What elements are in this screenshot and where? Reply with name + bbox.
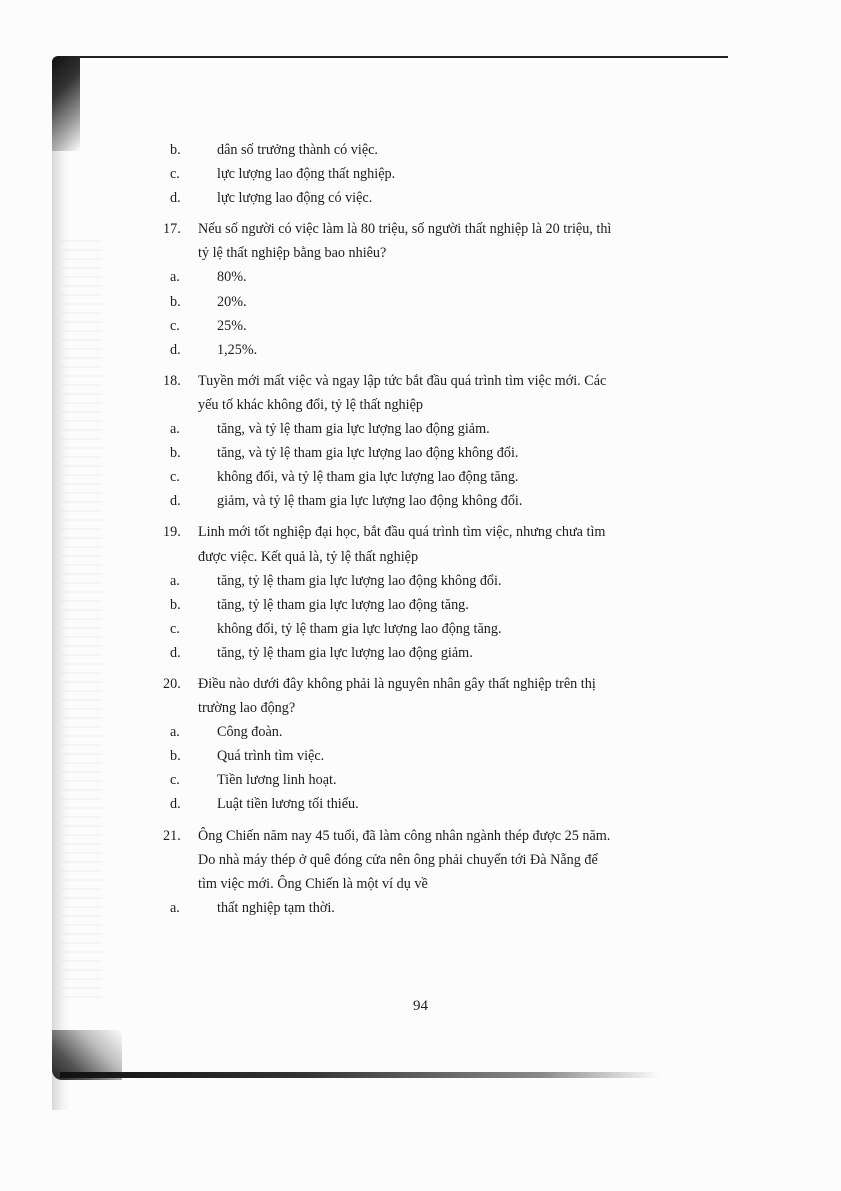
option-text: không đổi, tỷ lệ tham gia lực lượng lao động tăng. bbox=[217, 620, 502, 637]
question-stem bbox=[163, 520, 733, 568]
scan-corner-top bbox=[52, 56, 80, 151]
question-stem bbox=[163, 824, 733, 896]
option-letter: b. bbox=[170, 596, 181, 613]
question-line: Điều nào dưới đây không phải là nguyên nhân gây thất nghiệp trên thị bbox=[198, 675, 596, 692]
option bbox=[163, 593, 733, 617]
scan-bottom-border bbox=[60, 1072, 660, 1078]
question-line: Linh mới tốt nghiệp đại học, bắt đầu quá trình tìm việc, nhưng chưa tìm bbox=[198, 524, 606, 541]
option-text: lực lượng lao động thất nghiệp. bbox=[217, 166, 396, 183]
option-text: 80%. bbox=[217, 269, 247, 286]
question-stem bbox=[163, 217, 733, 265]
question-number: 17. bbox=[163, 221, 181, 238]
option bbox=[163, 338, 733, 362]
page-number: 94 bbox=[413, 998, 428, 1014]
question-number: 20. bbox=[163, 675, 181, 692]
question-line: Nếu số người có việc làm là 80 triệu, số người thất nghiệp là 20 triệu, thì bbox=[198, 221, 612, 238]
question-line: Ông Chiến năm nay 45 tuổi, đã làm công nhân ngành thép được 25 năm. bbox=[198, 827, 611, 844]
option-text: dân số trưởng thành có việc. bbox=[217, 142, 378, 158]
option-text: Công đoàn. bbox=[217, 724, 283, 741]
option-letter: c. bbox=[170, 772, 180, 789]
option bbox=[163, 314, 733, 338]
option-letter: c. bbox=[170, 166, 180, 183]
question-17 bbox=[163, 217, 733, 362]
option-letter: d. bbox=[170, 493, 181, 510]
scan-top-border bbox=[68, 56, 728, 58]
question-line: tỷ lệ thất nghiệp bằng bao nhiêu? bbox=[198, 245, 387, 262]
option-text: Quá trình tìm việc. bbox=[217, 748, 325, 765]
option-letter: a. bbox=[170, 572, 180, 589]
option-letter: a. bbox=[170, 899, 180, 916]
option bbox=[163, 441, 733, 465]
option-text: lực lượng lao động có việc. bbox=[217, 190, 373, 207]
question-line: trường lao động? bbox=[198, 700, 296, 717]
option bbox=[163, 417, 733, 441]
option bbox=[163, 768, 733, 792]
question-number: 19. bbox=[163, 524, 181, 541]
option bbox=[163, 265, 733, 289]
question-18 bbox=[163, 369, 733, 514]
option-text: Tiền lương linh hoạt. bbox=[217, 772, 337, 789]
scan-noise-left bbox=[62, 240, 102, 1000]
option bbox=[163, 162, 733, 186]
option-letter: d. bbox=[170, 644, 181, 661]
option-text: không đổi, và tỷ lệ tham gia lực lượng lao động tăng. bbox=[217, 469, 519, 486]
question-21 bbox=[163, 824, 733, 920]
option-text: 25%. bbox=[217, 317, 247, 334]
option bbox=[163, 792, 733, 816]
question-stem bbox=[163, 369, 733, 417]
option-letter: a. bbox=[170, 269, 180, 286]
question-stem bbox=[163, 672, 733, 720]
question-number: 21. bbox=[163, 827, 181, 844]
question-list bbox=[163, 138, 733, 920]
option-letter: b. bbox=[170, 293, 181, 310]
option-text: tăng, tỷ lệ tham gia lực lượng lao động tăng. bbox=[217, 596, 469, 613]
option-letter: c. bbox=[170, 469, 180, 486]
option-text: tăng, tỷ lệ tham gia lực lượng lao động giảm. bbox=[217, 644, 473, 661]
option-letter: b. bbox=[170, 445, 181, 462]
option bbox=[163, 744, 733, 768]
option bbox=[163, 186, 733, 210]
question-line: yếu tố khác không đổi, tỷ lệ thất nghiệp bbox=[198, 396, 423, 413]
question-number: 18. bbox=[163, 372, 181, 389]
option-text: tăng, tỷ lệ tham gia lực lượng lao động không đổi. bbox=[217, 572, 502, 589]
option-letter: d. bbox=[170, 796, 181, 813]
continued-options bbox=[163, 138, 733, 210]
option bbox=[163, 465, 733, 489]
option bbox=[163, 641, 733, 665]
option bbox=[163, 896, 733, 920]
option bbox=[163, 617, 733, 641]
option-text: giảm, và tỷ lệ tham gia lực lượng lao động không đổi. bbox=[217, 493, 523, 510]
question-19 bbox=[163, 520, 733, 665]
option bbox=[163, 720, 733, 744]
option-text: thất nghiệp tạm thời. bbox=[217, 899, 335, 916]
question-line: Tuyền mới mất việc và ngay lập tức bắt đầu quá trình tìm việc mới. Các bbox=[198, 372, 607, 389]
option-text: 1,25%. bbox=[217, 341, 258, 358]
question-20 bbox=[163, 672, 733, 817]
question-line: Do nhà máy thép ở quê đóng cửa nên ông phải chuyển tới Đà Nẵng để bbox=[198, 851, 598, 868]
question-line: tìm việc mới. Ông Chiến là một ví dụ về bbox=[198, 875, 428, 892]
option-letter: d. bbox=[170, 341, 181, 358]
option bbox=[163, 489, 733, 513]
option-letter: c. bbox=[170, 620, 180, 637]
option-letter: a. bbox=[170, 724, 180, 741]
option-letter: a. bbox=[170, 421, 180, 438]
option-letter: b. bbox=[170, 142, 181, 158]
option-letter: c. bbox=[170, 317, 180, 334]
option-letter: b. bbox=[170, 748, 181, 765]
option-text: tăng, và tỷ lệ tham gia lực lượng lao động giảm. bbox=[217, 421, 490, 438]
option-text: 20%. bbox=[217, 293, 247, 310]
question-line: được việc. Kết quả là, tỷ lệ thất nghiệp bbox=[198, 548, 419, 565]
option-text: tăng, và tỷ lệ tham gia lực lượng lao động không đổi. bbox=[217, 445, 519, 462]
option bbox=[163, 569, 733, 593]
option bbox=[163, 290, 733, 314]
option-text: Luật tiền lương tối thiểu. bbox=[217, 796, 359, 813]
option-letter: d. bbox=[170, 190, 181, 207]
option bbox=[163, 138, 733, 162]
